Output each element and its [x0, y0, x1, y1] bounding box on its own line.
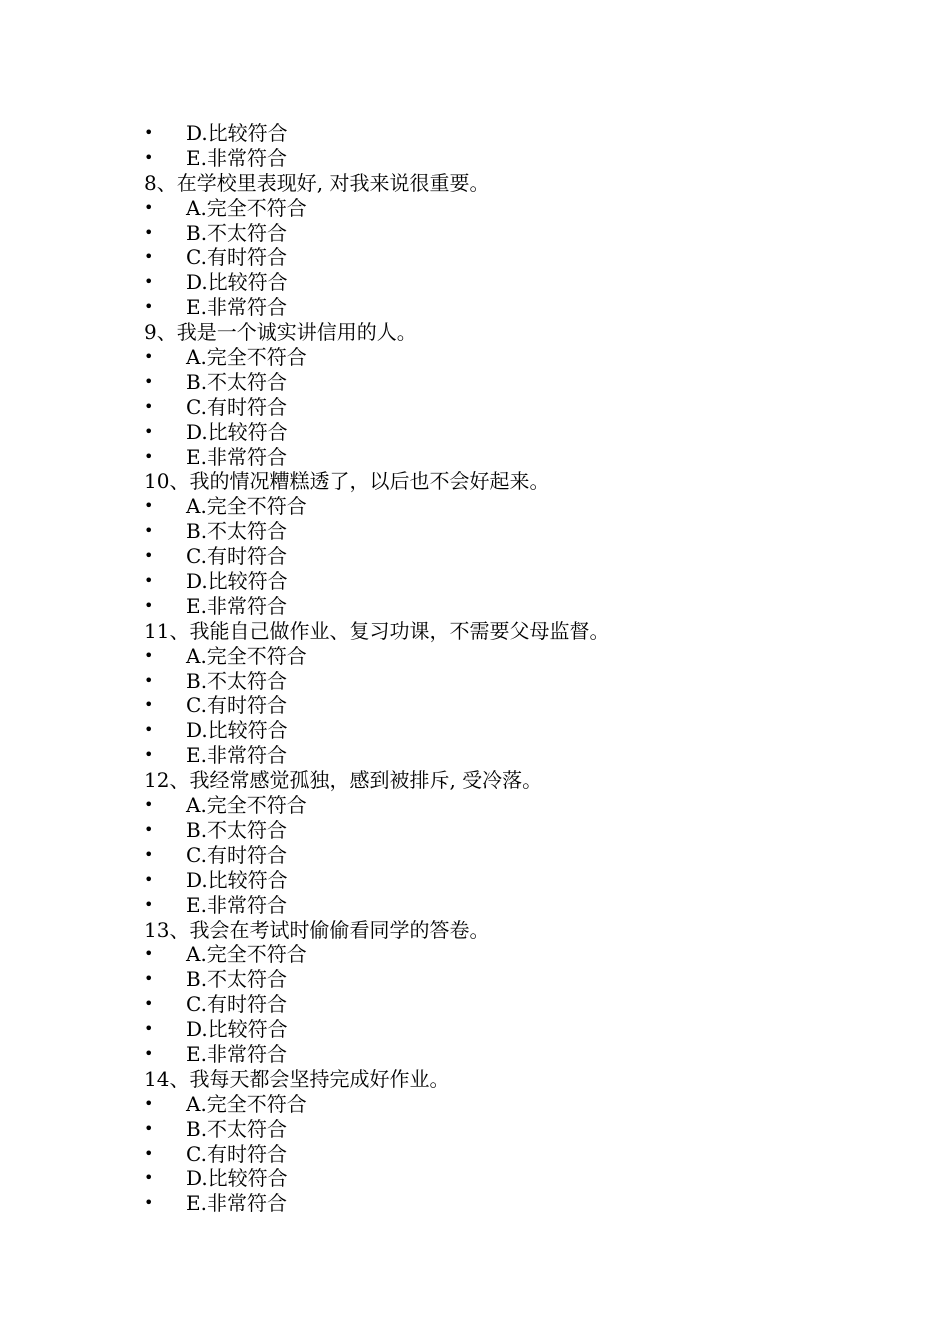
option-label: A.完全不符合	[186, 1091, 307, 1116]
option-label: C.有时符合	[186, 245, 287, 270]
bullet-icon: •	[144, 819, 154, 839]
option-label: C.有时符合	[186, 394, 287, 419]
bullet-icon: •	[144, 695, 154, 715]
option-label: D.比较符合	[186, 1166, 288, 1191]
option-label: C.有时符合	[186, 693, 287, 718]
answer-option	[0, 843, 950, 868]
bullet-icon: •	[144, 396, 154, 416]
bullet-icon: •	[144, 421, 154, 441]
answer-option	[0, 569, 950, 594]
answer-option	[0, 146, 950, 171]
question-text: 14、我每天都会坚持完成好作业。	[144, 1066, 450, 1091]
option-label: D.比较符合	[186, 270, 288, 295]
bullet-icon: •	[144, 1168, 154, 1188]
bullet-icon: •	[144, 1193, 154, 1213]
answer-option	[0, 868, 950, 893]
answer-option	[0, 893, 950, 918]
option-label: E.非常符合	[186, 1041, 287, 1066]
question-text: 13、我会在考试时偷偷看同学的答卷。	[144, 917, 490, 942]
answer-option	[0, 818, 950, 843]
answer-option	[0, 718, 950, 743]
option-label: B.不太符合	[186, 220, 288, 245]
answer-option	[0, 420, 950, 445]
answer-option	[0, 494, 950, 519]
answer-option	[0, 295, 950, 320]
question-text: 11、我能自己做作业、复习功课，不需要父母监督。	[144, 618, 610, 643]
option-label: C.有时符合	[186, 1141, 287, 1166]
bullet-icon: •	[144, 123, 154, 142]
bullet-icon: •	[144, 1118, 154, 1138]
answer-option	[0, 1017, 950, 1042]
answer-option	[0, 445, 950, 470]
bullet-icon: •	[144, 297, 154, 317]
option-label: B.不太符合	[186, 817, 288, 842]
option-label: B.不太符合	[186, 668, 288, 693]
option-label: D.比较符合	[186, 718, 288, 743]
question-text: 9、我是一个诚实讲信用的人。	[144, 320, 417, 345]
bullet-icon: •	[144, 147, 154, 167]
answer-option	[0, 1092, 950, 1117]
option-label: D.比较符合	[186, 121, 288, 145]
answer-option	[0, 519, 950, 544]
bullet-icon: •	[144, 944, 154, 964]
option-label: E.非常符合	[186, 892, 287, 917]
bullet-icon: •	[144, 1019, 154, 1039]
bullet-icon: •	[144, 795, 154, 815]
bullet-icon: •	[144, 645, 154, 665]
answer-option	[0, 370, 950, 395]
bullet-icon: •	[144, 894, 154, 914]
bullet-icon: •	[144, 272, 154, 292]
answer-option	[0, 196, 950, 221]
bullet-icon: •	[144, 720, 154, 740]
bullet-icon: •	[144, 371, 154, 391]
answer-option	[0, 1117, 950, 1142]
option-label: E.非常符合	[186, 1191, 287, 1216]
answer-option	[0, 669, 950, 694]
option-label: D.比较符合	[186, 569, 288, 594]
answer-option	[0, 693, 950, 718]
question-text: 12、我经常感觉孤独，感到被排斥, 受冷落。	[144, 768, 543, 793]
option-label: B.不太符合	[186, 369, 288, 394]
answer-option	[0, 345, 950, 370]
question-text: 8、在学校里表现好, 对我来说很重要。	[144, 170, 490, 195]
answer-option	[0, 1166, 950, 1191]
option-label: A.完全不符合	[186, 793, 307, 818]
bullet-icon: •	[144, 969, 154, 989]
option-label: B.不太符合	[186, 1116, 288, 1141]
answer-option	[0, 221, 950, 246]
bullet-icon: •	[144, 595, 154, 615]
option-label: D.比较符合	[186, 867, 288, 892]
answer-option	[0, 992, 950, 1017]
answer-option	[0, 1191, 950, 1216]
document-body	[0, 121, 950, 1216]
answer-option	[0, 967, 950, 992]
answer-option	[0, 270, 950, 295]
answer-option	[0, 743, 950, 768]
answer-option	[0, 544, 950, 569]
answer-option	[0, 644, 950, 669]
bullet-icon: •	[144, 869, 154, 889]
answer-option	[0, 594, 950, 619]
bullet-icon: •	[144, 222, 154, 242]
option-label: E.非常符合	[186, 593, 287, 618]
answer-option	[0, 245, 950, 270]
answer-option	[0, 1142, 950, 1167]
bullet-icon: •	[144, 1143, 154, 1163]
option-label: B.不太符合	[186, 519, 288, 544]
bullet-icon: •	[144, 247, 154, 267]
bullet-icon: •	[144, 496, 154, 516]
bullet-icon: •	[144, 745, 154, 765]
answer-option	[0, 121, 950, 146]
option-label: E.非常符合	[186, 444, 287, 469]
bullet-icon: •	[144, 347, 154, 367]
answer-option	[0, 1042, 950, 1067]
option-label: E.非常符合	[186, 145, 287, 170]
option-label: E.非常符合	[186, 743, 287, 768]
option-label: C.有时符合	[186, 992, 287, 1017]
bullet-icon: •	[144, 521, 154, 541]
bullet-icon: •	[144, 546, 154, 566]
bullet-icon: •	[144, 571, 154, 591]
option-label: C.有时符合	[186, 544, 287, 569]
bullet-icon: •	[144, 994, 154, 1014]
bullet-icon: •	[144, 1093, 154, 1113]
bullet-icon: •	[144, 844, 154, 864]
option-label: A.完全不符合	[186, 494, 307, 519]
option-label: D.比较符合	[186, 1017, 288, 1042]
question-text: 10、我的情况糟糕透了，以后也不会好起来。	[144, 469, 550, 494]
answer-option	[0, 793, 950, 818]
bullet-icon: •	[144, 670, 154, 690]
option-label: B.不太符合	[186, 967, 288, 992]
answer-option	[0, 395, 950, 420]
answer-option	[0, 942, 950, 967]
bullet-icon: •	[144, 197, 154, 217]
bullet-icon: •	[144, 446, 154, 466]
option-label: E.非常符合	[186, 295, 287, 320]
option-label: A.完全不符合	[186, 345, 307, 370]
option-label: D.比较符合	[186, 419, 288, 444]
option-label: A.完全不符合	[186, 195, 307, 220]
option-label: A.完全不符合	[186, 643, 307, 668]
bullet-icon: •	[144, 1043, 154, 1063]
option-label: A.完全不符合	[186, 942, 307, 967]
option-label: C.有时符合	[186, 842, 287, 867]
